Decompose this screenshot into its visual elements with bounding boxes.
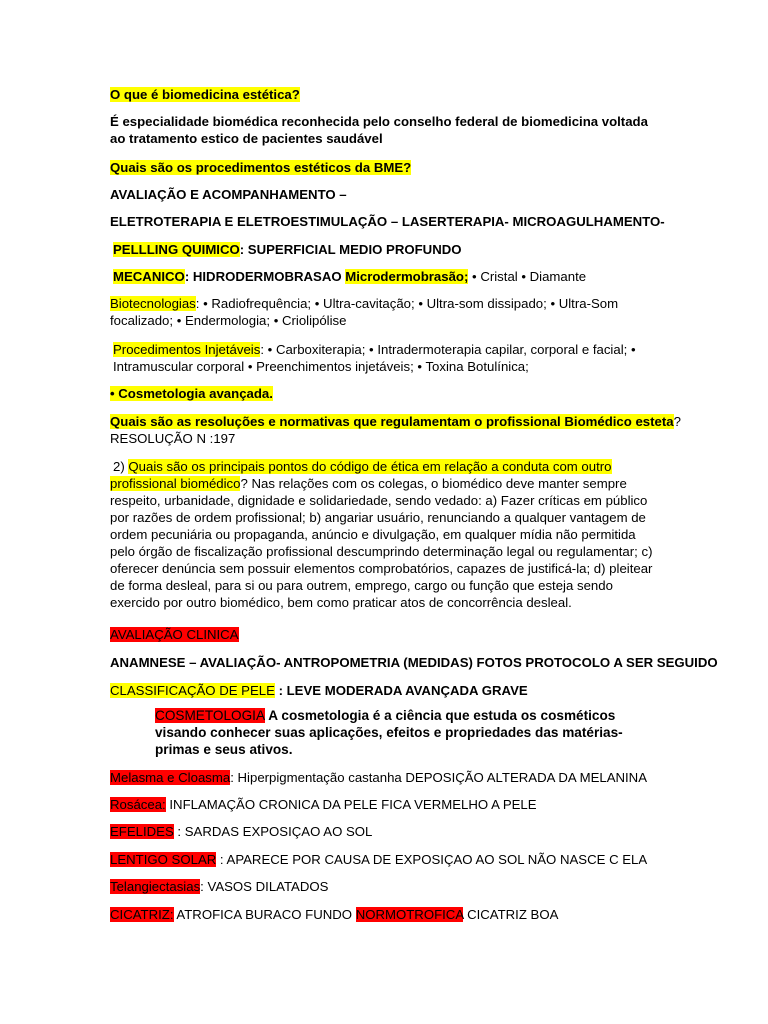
highlight-mecanico: MECANICO [113, 269, 185, 284]
efelides-text: : SARDAS EXPOSIÇAO AO SOL [173, 824, 373, 839]
highlight-normotrofica: NORMOTROFICA [355, 907, 464, 922]
question-procedimentos [110, 159, 660, 176]
highlight-injetaveis: Procedimentos Injetáveis [113, 342, 261, 357]
highlight-microdermobrasao: Microdermobrasão; [345, 269, 469, 284]
mecanico-text: : HIDRODERMOBRASAO [184, 269, 346, 284]
line-lentigo [110, 851, 660, 868]
line-anamnese: ANAMNESE – AVALIAÇÃO- ANTROPOMETRIA (MEDIDAS) FOTOS PROTOCOLO A SER SEGUIDO [110, 655, 718, 670]
highlight-avaliacao-clinica: AVALIAÇÃO CLINICA [110, 627, 239, 642]
injetaveis-text: : • Carboxiterapia; • Intradermoterapia capilar, corporal e facial; • Intramuscular corporal • Preenchimentos injetáveis; • Toxina Botulínica; [113, 342, 636, 374]
cicatriz-text2: CICATRIZ BOA [463, 907, 559, 922]
paragraph-cosmetologia [155, 707, 655, 758]
cosmetologia-text: A cosmetologia é a ciência que estuda os cosméticos visando conhecer suas aplicações, efeitos e propriedades das matérias-primas e seus ativos. [155, 708, 623, 757]
question-etica [110, 458, 660, 611]
highlight-lentigo: LENTIGO SOLAR [110, 852, 217, 867]
question-biomedicina [110, 86, 660, 103]
rosacea-text: INFLAMAÇÃO CRONICA DA PELE FICA VERMELHO A PELE [165, 797, 537, 812]
q3-mark: ? [673, 414, 681, 429]
line-biotecnologias [110, 295, 660, 329]
cicatriz-text: ATROFICA BURACO FUNDO [173, 907, 356, 922]
line-efelides [110, 823, 660, 840]
line-peeling [113, 241, 663, 258]
highlight-classificacao: CLASSIFICAÇÃO DE PELE [110, 683, 275, 698]
highlight-q4: Quais são os principais pontos do código de ética em relação a conduta com outro profissional biomédico [110, 459, 612, 491]
answer-biomedicina: É especialidade biomédica reconhecida pelo conselho federal de biomedicina voltada ao tratamento estico de pacientes saudável [110, 114, 648, 146]
highlight-q1: O que é biomedicina estética? [110, 87, 300, 102]
highlight-melasma: Melasma e Cloasma [110, 770, 231, 785]
line-cicatriz [110, 906, 660, 923]
line-cosmetologia-avancada [110, 385, 660, 402]
heading-avaliacao-clinica [110, 626, 660, 643]
highlight-q3: Quais são as resoluções e normativas que regulamentam o profissional Biomédico esteta [110, 414, 674, 429]
lentigo-text: : APARECE POR CAUSA DE EXPOSIÇAO AO SOL NÃO NASCE C ELA [216, 852, 648, 867]
highlight-q2: Quais são os procedimentos estéticos da BME? [110, 160, 412, 175]
mecanico-text2: • Cristal • Diamante [468, 269, 587, 284]
highlight-cicatriz: CICATRIZ: [110, 907, 174, 922]
line-avaliacao-acompanhamento: AVALIAÇÃO E ACOMPANHAMENTO – [110, 187, 347, 202]
line-classificacao-pele [110, 682, 660, 699]
highlight-cosmetologia-avancada: • Cosmetologia avançada. [110, 386, 273, 401]
biotec-text: : • Radiofrequência; • Ultra-cavitação; • Ultra-som dissipado; • Ultra-Som focalizado; • Endermologia; • Criolipólise [110, 296, 619, 328]
q4-prefix: 2) [113, 459, 129, 474]
line-rosacea [110, 796, 660, 813]
q4-text: ? Nas relações com os colegas, o biomédico deve manter sempre respeito, urbanidade, dignidade e solidariedade, sendo vedado: a) Fazer críticas em público por razões de ordem profissional; b) angariar usuário, renunciando a qualquer vantagem de ordem pecuniária ou propaganda, anúncio e divulgação, em qualquer mídia não permitida pelo órgão de fiscalização profissional descumprindo determinação legal ou regulamentar; c) oferecer denúncia sem possuir elementos comprobatórios, capazes de justificá-la; d) pleitear de forma desleal, para si ou para outrem, emprego, cargo ou função que esteja sendo exercido por outro biomédico, bem como praticar atos de concorrência desleal. [110, 476, 653, 610]
line-injetaveis [113, 341, 648, 375]
line-mecanico [113, 268, 663, 285]
highlight-telangiectasias: Telangiectasias [110, 879, 201, 894]
highlight-rosacea: Rosácea: [110, 797, 166, 812]
highlight-biotecnologias: Biotecnologias [110, 296, 196, 311]
peeling-text: : SUPERFICIAL MEDIO PROFUNDO [239, 242, 462, 257]
melasma-text: : Hiperpigmentação castanha DEPOSIÇÃO ALTERADA DA MELANINA [230, 770, 648, 785]
line-eletroterapia: ELETROTERAPIA E ELETROESTIMULAÇÃO – LASERTERAPIA- MICROAGULHAMENTO- [110, 214, 665, 229]
line-melasma [110, 769, 660, 786]
highlight-efelides: EFELIDES [110, 824, 174, 839]
line-resolucao: RESOLUÇÃO N :197 [110, 431, 236, 446]
question-resolucoes [110, 413, 681, 430]
line-telangiectasias [110, 878, 660, 895]
telangiectasias-text: : VASOS DILATADOS [200, 879, 329, 894]
highlight-cosmetologia: COSMETOLOGIA [155, 708, 266, 723]
classificacao-text: : LEVE MODERADA AVANÇADA GRAVE [274, 683, 528, 698]
highlight-peeling: PELLLING QUIMICO [113, 242, 240, 257]
